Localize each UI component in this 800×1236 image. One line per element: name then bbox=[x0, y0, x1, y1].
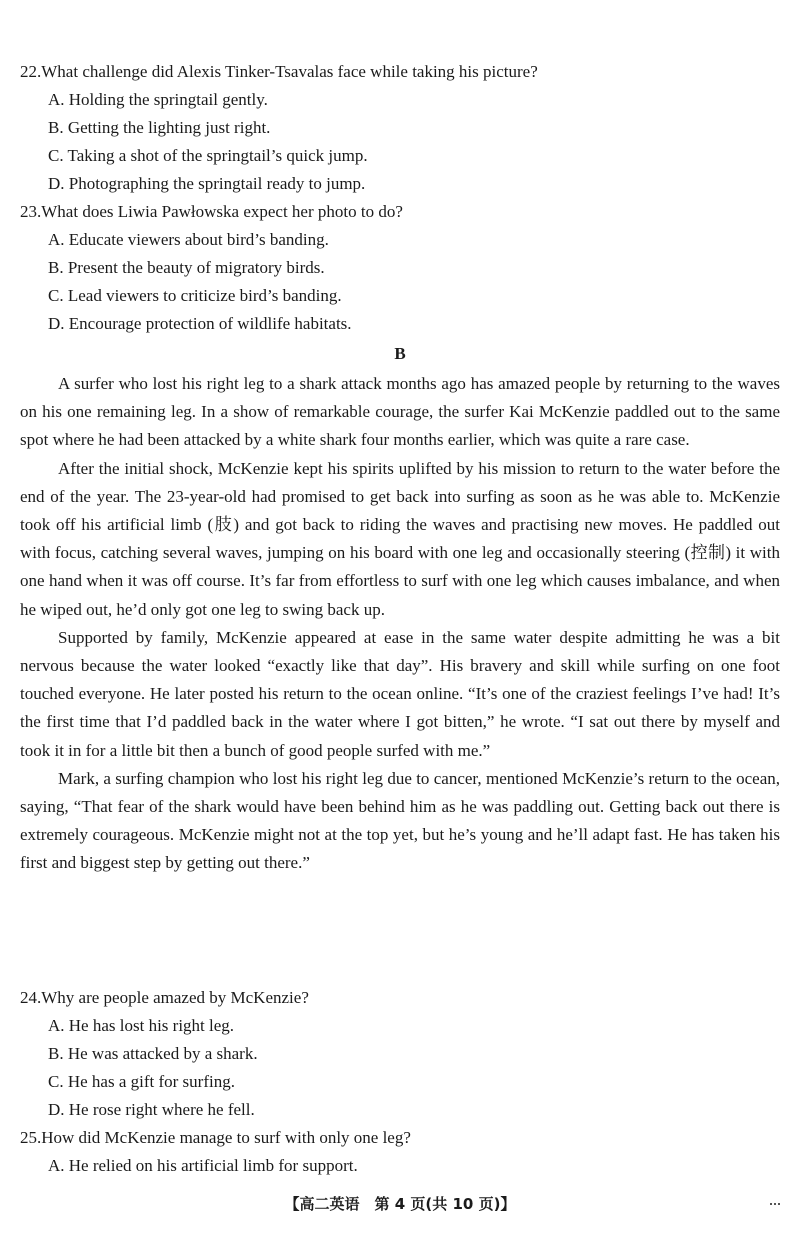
question-24-option-d: D. He rose right where he fell. bbox=[48, 1100, 255, 1119]
passage-paragraph-4: Mark, a surfing champion who lost his right leg due to cancer, mentioned McKenzie’s return to the ocean, saying, “That fear of the shark would have been behind him as he was paddling out. Getting back out there is extremely courageous. McKenzie might not at the top yet, but he’s young and he’ll adapt fast. He has taken his first and biggest step by getting out there.” bbox=[20, 768, 780, 873]
page-footer: 【高二英语 第 4 页(共 10 页)】 bbox=[284, 1195, 516, 1213]
section-heading: B bbox=[394, 344, 406, 363]
question-22-option-c: C. Taking a shot of the springtail’s quick jump. bbox=[48, 146, 368, 165]
corner-mark bbox=[770, 1203, 780, 1208]
question-24-option-a: A. He has lost his right leg. bbox=[48, 1016, 235, 1035]
question-23-option-c: C. Lead viewers to criticize bird’s banding. bbox=[48, 286, 342, 305]
question-23-option-b: B. Present the beauty of migratory birds. bbox=[48, 258, 325, 277]
question-25-stem: 25.How did McKenzie manage to surf with only one leg? bbox=[20, 1128, 411, 1147]
question-23-option-a: A. Educate viewers about bird’s banding. bbox=[48, 230, 329, 249]
question-24-stem: 24.Why are people amazed by McKenzie? bbox=[20, 988, 309, 1007]
question-23-option-d: D. Encourage protection of wildlife habitats. bbox=[48, 314, 352, 333]
passage-paragraph-1: A surfer who lost his right leg to a shark attack months ago has amazed people by returning to the waves on his one remaining leg. In a show of remarkable courage, the surfer Kai McKenzie paddled out to the same spot where he had been attacked by a white shark four months earlier, which was quite a rare case. bbox=[20, 374, 780, 450]
question-22-option-d: D. Photographing the springtail ready to jump. bbox=[48, 174, 366, 193]
question-22-option-b: B. Getting the lighting just right. bbox=[48, 118, 271, 137]
reading-passage bbox=[20, 370, 780, 878]
question-24-option-c: C. He has a gift for surfing. bbox=[48, 1072, 235, 1091]
question-25-option-a: A. He relied on his artificial limb for support. bbox=[48, 1156, 358, 1175]
question-22-option-a: A. Holding the springtail gently. bbox=[48, 90, 268, 109]
passage-paragraph-3: Supported by family, McKenzie appeared at ease in the same water despite admitting he was a bit nervous because the water looked “exactly like that day”. His bravery and skill while surfing on one foot touched everyone. He later posted his return to the ocean online. “It’s one of the craziest feelings I’ve had! It’s the first time that I’d paddled back in the water where I got bitten,” he wrote. “I sat out there by myself and took it in for a little bit then a bunch of good people surfed with me.” bbox=[20, 627, 780, 760]
passage-paragraph-2: After the initial shock, McKenzie kept his spirits uplifted by his mission to return to the water before the end of the year. The 23-year-old had promised to get back into surfing as soon as he was able to. McKenzie took off his artificial limb (肢) and got back to riding the waves and practising new moves. He paddled out with focus, catching several waves, jumping on his board with one leg and occasionally steering (控制) it with one hand when it was off course. It’s far from effortless to surf with one leg which causes imbalance, and when he wiped out, he’d only got one leg to swing back up. bbox=[20, 458, 780, 619]
question-22-stem: 22.What challenge did Alexis Tinker-Tsavalas face while taking his picture? bbox=[20, 62, 538, 81]
question-24-option-b: B. He was attacked by a shark. bbox=[48, 1044, 258, 1063]
question-23-stem: 23.What does Liwia Pawłowska expect her photo to do? bbox=[20, 202, 403, 221]
